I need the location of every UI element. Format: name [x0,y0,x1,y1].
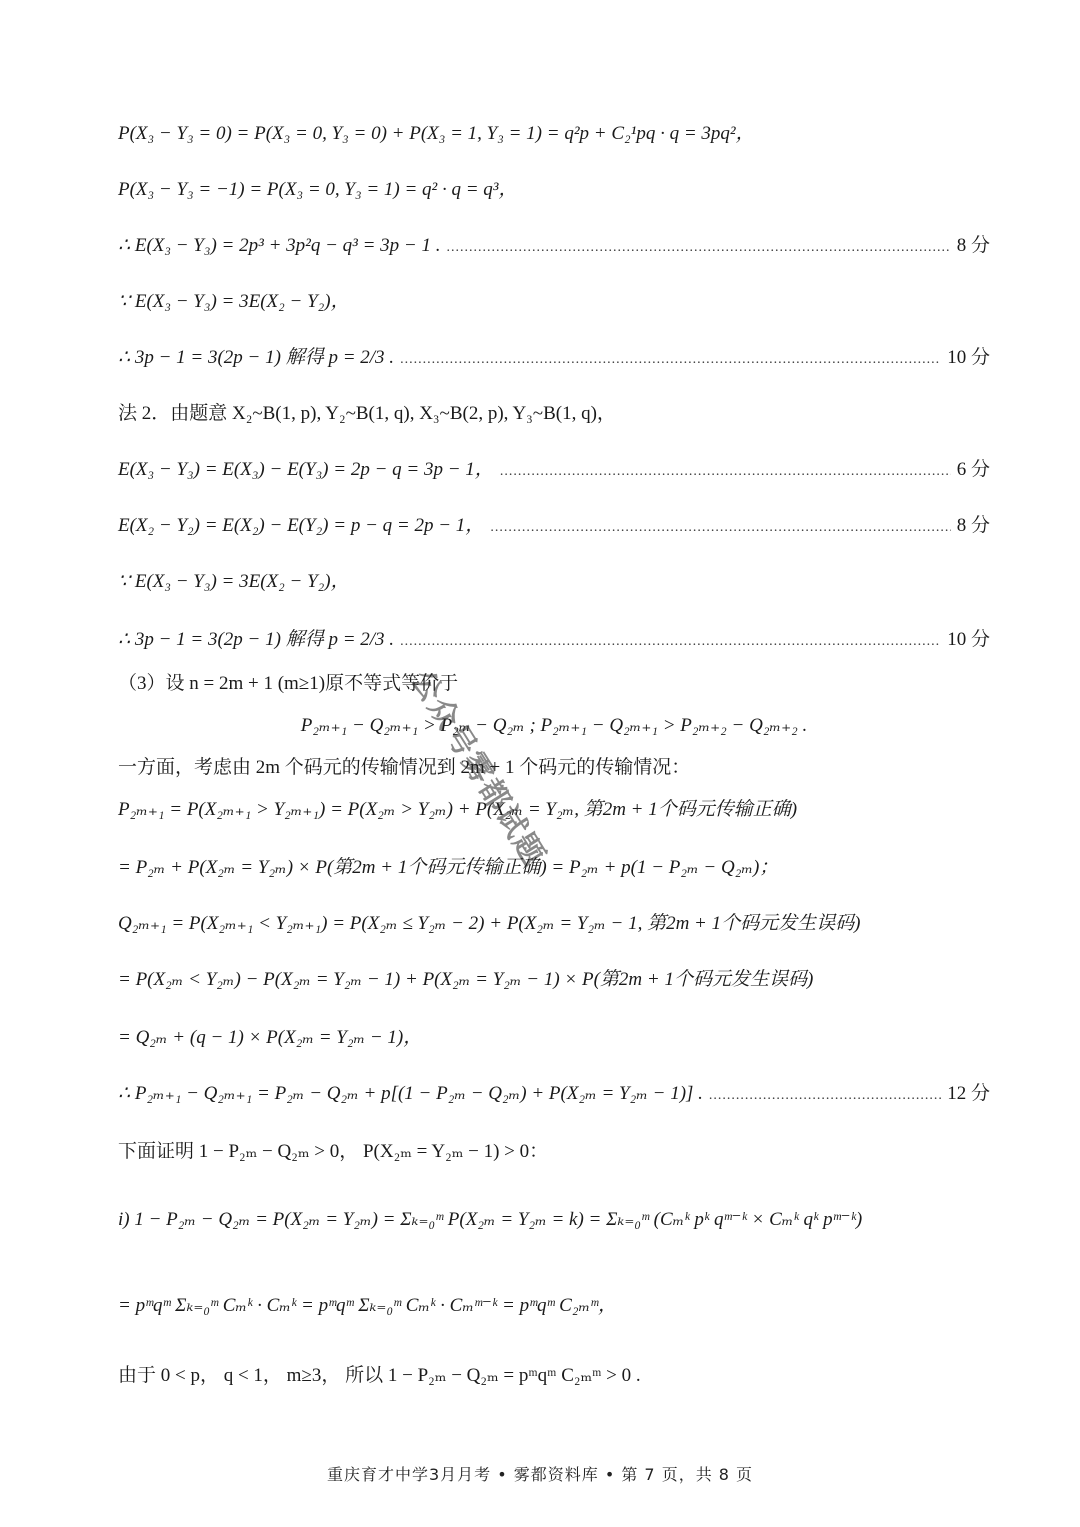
line-text: 法 2．由题意 X₂~B(1, p), Y₂~B(1, q), X₃~B(2, p), Y₃~B(1, q)， [118,403,616,424]
formula-line-9 [118,568,990,596]
line-text: P(X₃ − Y₃ = 0) = P(X₃ = 0, Y₃ = 0) + P(X₃ = 1, Y₃ = 1) = q²p + C₂¹pq · q = 3pq²， [118,123,755,144]
page-footer: 重庆育才中学3月月考 • 雾都资料库 • 第 7 页，共 8 页 [326,1465,754,1484]
formula-line-19 [118,1080,990,1110]
line-text: = Q₂ₘ + (q − 1) × P(X₂ₘ = Y₂ₘ − 1)， [118,1027,423,1048]
conclusion-line [118,1362,990,1390]
line-text: = P₂ₘ + P(X₂ₘ = Y₂ₘ) × P(第2m + 1个码元传输正确) = P₂ₘ + p(1 − P₂ₘ − Q₂ₘ)； [118,857,779,878]
formula-line-18 [118,1024,990,1052]
line-text: = pᵐqᵐ Σₖ₌₀ᵐ Cₘᵏ · Cₘᵏ = pᵐqᵐ Σₖ₌₀ᵐ Cₘᵏ · Cₘᵐ⁻ᵏ = pᵐqᵐ C₂ₘᵐ， [118,1295,618,1316]
leader-dots [500,458,951,486]
line-text: ∵ E(X₃ − Y₃) = 3E(X₂ − Y₂)， [118,571,350,592]
line-text: i) 1 − P₂ₘ − Q₂ₘ = P(X₂ₘ = Y₂ₘ) = Σₖ₌₀ᵐ P(X₂ₘ = Y₂ₘ = k) = Σₖ₌₀ᵐ (Cₘᵏ pᵏ qᵐ⁻ᵏ × Cₘᵏ qᵏ pᵐ⁻ᵏ) [118,1209,863,1230]
leader-dots [709,1082,941,1110]
line-text: 由于 0 < p， q < 1， m≥3， 所以 1 − P₂ₘ − Q₂ₘ = pᵐqᵐ C₂ₘᵐ > 0 . [118,1365,641,1386]
score-label: 8 分 [956,515,990,536]
part-3-intro [118,670,990,698]
formula-line-17 [118,966,990,994]
line-text: E(X₂ − Y₂) = E(X₂) − E(Y₂) = p − q = 2p − 1， [118,515,485,536]
formula-line-1 [118,120,990,148]
line-text: ∴ 3p − 1 = 3(2p − 1) 解得 p = 2/3 . [118,347,395,368]
line-text: = P(X₂ₘ < Y₂ₘ) − P(X₂ₘ = Y₂ₘ − 1) + P(X₂ₘ = Y₂ₘ − 1) × P(第2m + 1个码元发生误码) [118,969,814,990]
score-label: 6 分 [956,459,990,480]
formula-line-22 [118,1292,990,1320]
line-text: ∴ P₂ₘ₊₁ − Q₂ₘ₊₁ = P₂ₘ − Q₂ₘ + p[(1 − P₂ₘ − Q₂ₘ) + P(X₂ₘ = Y₂ₘ − 1)] . [118,1083,703,1104]
leader-dots [490,514,950,542]
line-text: P₂ₘ₊₁ = P(X₂ₘ₊₁ > Y₂ₘ₊₁) = P(X₂ₘ > Y₂ₘ) + P(X₂ₘ = Y₂ₘ, 第2m + 1个码元传输正确) [118,799,798,820]
score-label: 12 分 [947,1083,990,1104]
method-2-line [118,400,990,428]
formula-line-3 [118,232,990,262]
line-text: Q₂ₘ₊₁ = P(X₂ₘ₊₁ < Y₂ₘ₊₁) = P(X₂ₘ ≤ Y₂ₘ − 2) + P(X₂ₘ = Y₂ₘ − 1, 第2m + 1个码元发生误码) [118,913,861,934]
score-label: 10 分 [947,347,990,368]
line-text: P₂ₘ₊₁ − Q₂ₘ₊₁ > P₂ₘ − Q₂ₘ ; P₂ₘ₊₁ − Q₂ₘ₊₁ > P₂ₘ₊₂ − Q₂ₘ₊₂ . [300,715,808,736]
line-text: ∵ E(X₃ − Y₃) = 3E(X₂ − Y₂)， [118,291,350,312]
formula-line-4 [118,288,990,316]
formula-line-8 [118,512,990,542]
leader-dots [447,234,951,262]
leader-dots [400,346,941,374]
line-text: 一方面，考虑由 2m 个码元的传输情况到 2m + 1 个码元的传输情况： [118,757,691,778]
line-text: 下面证明 1 − P₂ₘ − Q₂ₘ > 0， P(X₂ₘ = Y₂ₘ − 1) > 0： [118,1141,549,1162]
formula-line-7 [118,456,990,486]
score-label: 10 分 [947,629,990,650]
line-text: E(X₃ − Y₃) = E(X₃) − E(Y₃) = 2p − q = 3p − 1， [118,459,494,480]
line-text: P(X₃ − Y₃ = −1) = P(X₃ = 0, Y₃ = 1) = q² · q = q³， [118,179,518,200]
proof-intro-line [118,1138,990,1166]
line-text: ∴ E(X₃ − Y₃) = 2p³ + 3p²q − q³ = 3p − 1 . [118,235,441,256]
formula-line-21 [118,1206,990,1234]
leader-dots [400,628,941,656]
explanation-line [118,754,990,782]
line-text: （3）设 n = 2m + 1 (m≥1)原不等式等价于 [118,673,459,694]
formula-line-5 [118,344,990,374]
formula-line-14 [118,796,990,824]
formula-line-16 [118,910,990,938]
formula-line-2 [118,176,990,204]
formula-line-10 [118,626,990,656]
inequality-line [118,712,990,740]
score-label: 8 分 [956,235,990,256]
watermark: 公众号雾都试题 [403,664,552,873]
line-text: ∴ 3p − 1 = 3(2p − 1) 解得 p = 2/3 . [118,629,395,650]
